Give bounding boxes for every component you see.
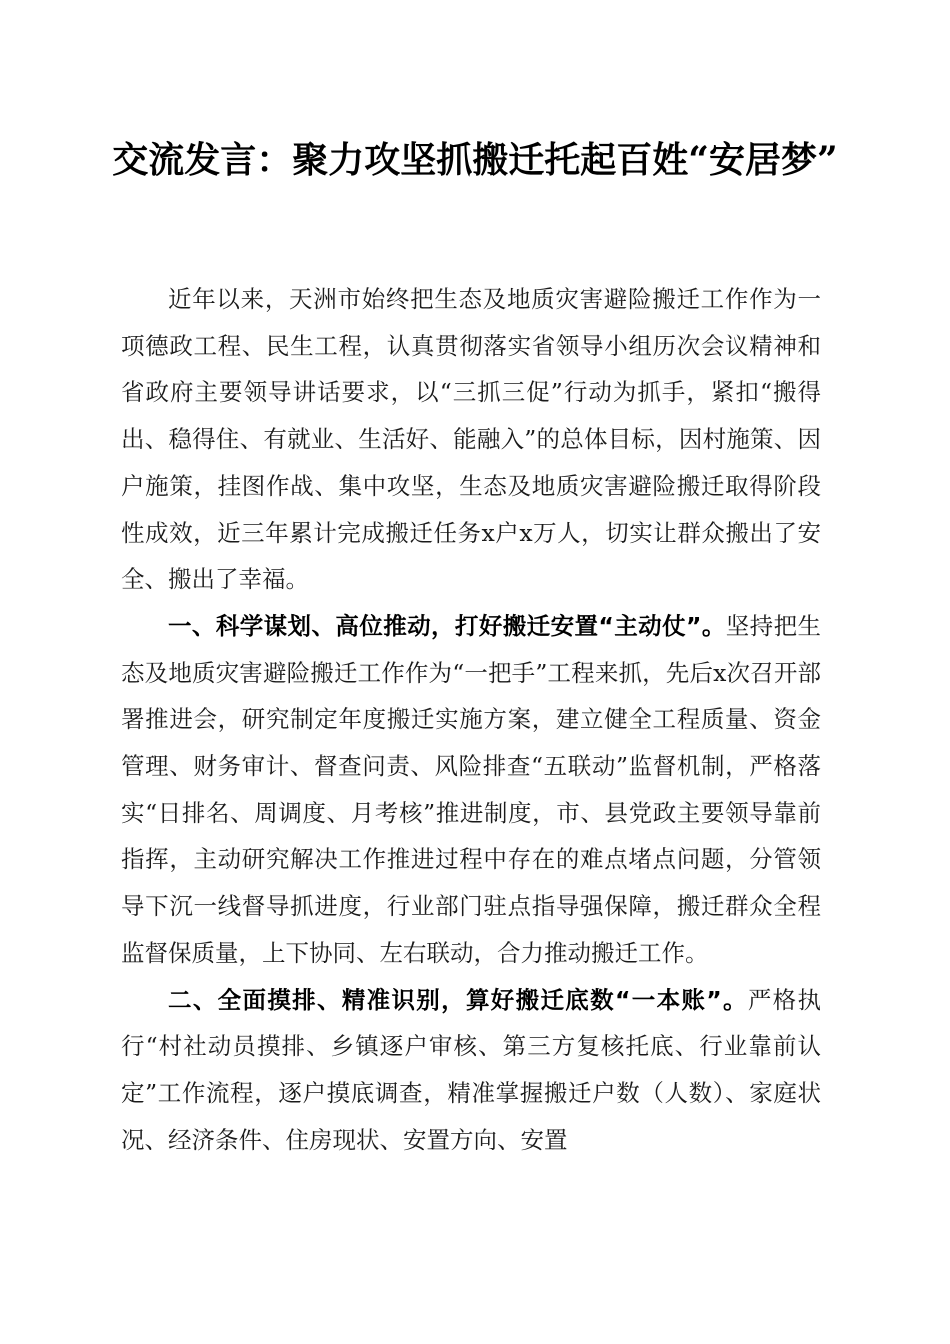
document-title: 交流发言：聚力攻坚抓搬迁托起百姓“安居梦” (112, 139, 838, 181)
paragraph-text: 严格执行“村社动员摸排、乡镇逐户审核、第三方复核托底、行业靠前认定”工作流程，逐户摸底调查，精准掌握搬迁户数（人数）、家庭状况、经济条件、住房现状、安置方向、安置 (121, 985, 822, 1154)
paragraph-text: 近年以来，天洲市始终把生态及地质灾害避险搬迁工作作为一项德政工程、民生工程，认真贯彻落实省领导小组历次会议精神和省政府主要领导讲话要求，以“三抓三促”行动为抓手，紧扣“搬得出、稳得住、有就业、生活好、能融入”的总体目标，因村施策、因户施策，挂图作战、集中攻坚，生态及地质灾害避险搬迁取得阶段性成效，近三年累计完成搬迁任务x户x万人，切实让群众搬出了安全、搬出了幸福。 (121, 285, 821, 594)
paragraph-intro (121, 276, 821, 603)
paragraph-section-1 (121, 603, 821, 977)
paragraph-section-2 (121, 977, 821, 1164)
paragraph-heading: 二、全面摸排、精准识别，算好搬迁底数“一本账”。 (168, 985, 748, 1014)
document-body (121, 276, 821, 1163)
paragraph-heading: 一、科学谋划、高位推动，打好搬迁安置“主动仗”。 (168, 611, 726, 640)
paragraph-text: 坚持把生态及地质灾害避险搬迁工作作为“一把手”工程来抓，先后x次召开部署推进会，研究制定年度搬迁实施方案，建立健全工程质量、资金管理、财务审计、督查问责、风险排查“五联动”监督机制，严格落实“日排名、周调度、月考核”推进制度，市、县党政主要领导靠前指挥，主动研究解决工作推进过程中存在的难点堵点问题，分管领导下沉一线督导抓进度，行业部门驻点指导强保障，搬迁群众全程监督保质量，上下协同、左右联动，合力推动搬迁工作。 (121, 611, 821, 967)
